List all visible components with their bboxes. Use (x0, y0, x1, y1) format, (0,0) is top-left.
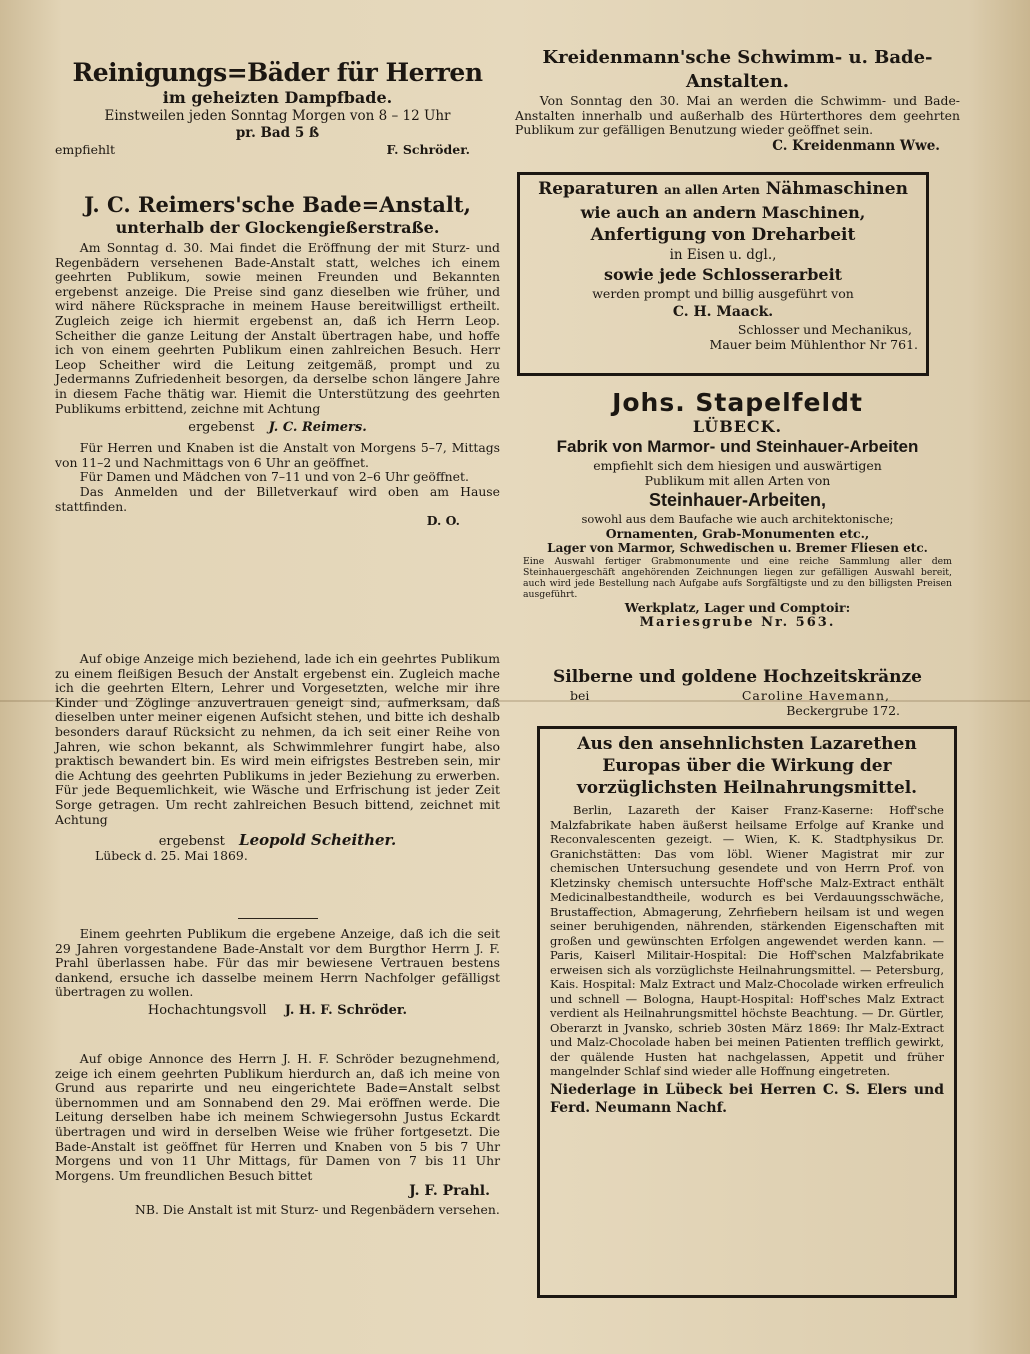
stapelfeldt-l9: Mariesgrube Nr. 563. (639, 615, 836, 630)
scheither-date: Lübeck d. 25. Mai 1869. (95, 848, 248, 864)
divider (238, 918, 318, 919)
maack-iron: in Eisen u. dgl., (669, 247, 777, 263)
stapelfeldt-l5: Ornamenten, Grab-Monumenten etc., (605, 526, 870, 541)
baths-signer: F. Schröder. (386, 142, 470, 157)
stapelfeldt-l3: Steinhauer-Arbeiten, (648, 490, 827, 510)
maack-repairs: Reparaturen (538, 179, 659, 199)
maack-sewing-machines: Nähmaschinen (765, 179, 908, 199)
stapelfeldt-name: Johs. Stapelfeldt (612, 388, 863, 417)
baths-subtitle: im geheizten Dampfbade. (162, 88, 393, 107)
maack-other-machines: wie auch an andern Maschinen, (580, 203, 866, 222)
kraenze-name: Caroline Havemann, (741, 688, 890, 703)
prahl-note: NB. Die Anstalt ist mit Sturz- und Regenbädern versehen. (135, 1202, 500, 1218)
reimers-tickets: Das Anmelden und der Billetverkauf wird oben am Hause stattfinden. (55, 483, 500, 514)
stapelfeldt-heading: Fabrik von Marmor- und Steinhauer-Arbeiten (556, 437, 919, 456)
stapelfeldt-l1: empfiehlt sich dem hiesigen und auswärtigen (593, 458, 882, 473)
hoff-body: Berlin, Lazareth der Kaiser Franz-Kaserne: Hoff'sche Malzfabrikate haben äußerst heilsame Erfolge auf Kranke und Reconvalescenten gezeigt. — Wien, K. K. Stadtphysikus Dr. Granichstätten: Das vom löbl. Wiener Magistrat mir zur chemischen Untersuchung gesendete und von Herrn Prof. von Kletzinsky chemisch untersuchte Hoff'sche Malz-Extract enthält Medicinalbestandtheile, wodurch es bei Verdauungsschwäche, Brustaffection, Abmagerung, Zehrfiebern heilsam ist und wegen seiner beruhigenden, nährenden, stärkenden Eigenschaften mit großen und gewünschten Erfolgen angewendet werden kann. — Paris, Kaiserl Militair-Hospital: Die Hoff'schen Malzfabrikate erweisen sich als vorzüglichste Heilnahrungsmittel. — Petersburg, Kais. Hospital: Malz Extract und Malz-Chocolade wirken erfreulich und schnell — Bologna, Haupt-Hospital: Hoff'sches Malz Extract verdient als Heilnahrungsmittel höchste Beachtung. — Dr. Gürtler, Oberarzt in Jvansko, schrieb 30sten März 1869: Ihr Malz-Extract und Malz-Chocolade haben bei meinen Patienten trefflich gewirkt, der quälende Husten hat nachgelassen, Appetit und früher mangelnder Schlaf sind wieder alle Hoffnung eingetreten. (550, 803, 944, 1078)
kraenze-address: Beckergrube 172. (786, 703, 900, 718)
maack-turnery: Anfertigung von Dreharbeit (590, 225, 856, 245)
reimers-subtitle: unterhalb der Glockengießerstraße. (115, 218, 440, 237)
baths-title: Reinigungs=Bäder für Herren (72, 58, 483, 87)
ad-maack (517, 172, 929, 376)
baths-price: pr. Bad 5 ß (235, 125, 320, 141)
reimers-signer: J. C. Reimers. (268, 420, 367, 436)
scheither-signer: Leopold Scheither. (239, 831, 397, 850)
kraenze-title: Silberne und goldene Hochzeitskränze (553, 667, 922, 687)
ad-reimers (55, 192, 500, 529)
ad-baths (55, 58, 500, 157)
stapelfeldt-l2: Publikum mit allen Arten von (644, 473, 831, 488)
ad-hoff (537, 726, 957, 1298)
ad-prahl (55, 1052, 500, 1218)
kreidenmann-signer: C. Kreidenmann Wwe. (772, 137, 940, 154)
maack-all-kinds: an allen Arten (664, 183, 760, 197)
reimers-hours-women: Für Damen und Mädchen von 7–11 und von 2–6 Uhr geöffnet. (79, 469, 469, 485)
stapelfeldt-l4: sowohl aus dem Baufache wie auch architektonische; (581, 512, 894, 526)
maack-address: Mauer beim Mühlenthor Nr 761. (709, 337, 918, 352)
ad-kraenze (515, 666, 960, 718)
maack-name: C. H. Maack. (672, 304, 774, 320)
maack-prompt: werden prompt und billig ausgeführt von (592, 286, 854, 301)
stapelfeldt-city: LÜBECK. (692, 417, 783, 436)
hoff-title: Aus den ansehnlichsten Lazarethen Europas über die Wirkung der vorzüglichsten Heilnahrungsmittel. (576, 734, 918, 798)
baths-recommends: empfiehlt (55, 142, 116, 157)
reimers-initials: D. O. (426, 513, 460, 529)
prahl-body: Auf obige Annonce des Herrn J. H. F. Schröder bezugnehmend, zeige ich einem geehrten Publikum hierdurch an, daß ich meine von Grund aus reparirte und neu eingerichtete Bade=Anstalt selbst übernommen und am Sonnabend den 29. Mai eröffnen werde. Die Leitung derselben habe ich meinem Schwiegersohn Justus Eckardt übertragen und wird in derselben Weise wie früher fortgesetzt. Die Bade-Anstalt ist geöffnet für Herren und Knaben von 5 bis 7 Uhr Morgens und von 11 Uhr Mittags, für Damen von 7 bis 11 Uhr Morgens. Um freundlichen Besuch bittet (55, 1051, 500, 1183)
ad-stapelfeldt (515, 388, 960, 631)
ad-scheither (55, 652, 500, 864)
reimers-title: J. C. Reimers'sche Bade=Anstalt, (84, 192, 471, 217)
stapelfeldt-l6: Lager von Marmor, Schwedischen u. Bremer Fliesen etc. (547, 541, 928, 555)
schroeder-signer: J. H. F. Schröder. (284, 1002, 408, 1018)
stapelfeldt-l8: Werkplatz, Lager und Comptoir: (624, 600, 851, 615)
kreidenmann-title: Kreidenmann'sche Schwimm- u. Bade-Anstalten. (542, 47, 933, 92)
scheither-body: Auf obige Anzeige mich beziehend, lade ich ein geehrtes Publikum zu einem fleißigen Besuch der Anstalt ergebenst ein. Zugleich mache ich die geehrten Eltern, Lehrer und Vorgesetzten, welche mir ihre Kinder und Zöglinge anzuvertrauen geneigt sind, aufmerksam, daß dieselben unter meiner eigenen Aufsicht stehen, und bitte ich deshalb besonders darauf Rücksicht zu nehmen, da ich seit einer Reihe von Jahren, wie schon bekannt, als Schwimmlehrer fungirt habe, also praktisch bewandert bin. Es wird mein eifrigstes Bestreben sein, mir die Achtung des geehrten Publikums in jeder Beziehung zu erwerben. Für jede Bequemlichkeit, wie Wäsche und Erfrischung ist jeder Zeit Sorge getragen. Um recht zahlreichen Besuch bittend, zeichnet mit Achtung (55, 651, 500, 827)
schroeder-sign-prefix: Hochachtungsvoll (147, 1002, 267, 1018)
prahl-signer: J. F. Prahl. (409, 1183, 490, 1200)
reimers-hours-men: Für Herren und Knaben ist die Anstalt von Morgens 5–7, Mittags von 11–2 und Nachmittags von 6 Uhr an geöffnet. (55, 440, 500, 470)
maack-locksmith: sowie jede Schlosserarbeit (603, 265, 843, 284)
maack-role: Schlosser und Mechanikus, (737, 322, 912, 337)
ad-schroeder (55, 918, 500, 1018)
kreidenmann-body: Von Sonntag den 30. Mai an werden die Schwimm- und Bade-Anstalten innerhalb und außerhalb des Hürterthores dem geehrten Publikum zur gefälligen Benutzung wieder geöffnet sein. (515, 93, 960, 138)
reimers-sign-prefix: ergebenst (188, 420, 255, 436)
baths-hours: Einstweilen jeden Sonntag Morgen von 8 – 12 Uhr (104, 108, 451, 124)
schroeder-body: Einem geehrten Publikum die ergebene Anzeige, daß ich die seit 29 Jahren vorgestandene Bade-Anstalt vor dem Burgthor Herrn J. F. Prahl überlassen habe. Für das mir bewiesene Vertrauen bestens dankend, ersuche ich dasselbe meinem Herrn Nachfolger gefälligst übertragen zu wollen. (55, 926, 500, 1000)
scheither-sign-prefix: ergebenst (158, 834, 225, 850)
reimers-body: Am Sonntag d. 30. Mai findet die Eröffnung der mit Sturz- und Regenbädern versehenen Bade-Anstalt statt, welches ich einem geehrten Publikum, sowie meinen Freunden und Bekannten ergebenst anzeige. Die Preise sind ganz dieselben wie früher, und wird nähere Rücksprache in meinem Hause bereitwilligst ertheilt. Zugleich zeige ich hiermit ergebenst an, daß ich Herrn Leop. Scheither die ganze Leitung der Anstalt übertragen habe, und hoffe ich von einem geehrten Publikum einen zahlreichen Besuch. Herr Leop Scheither wird die Leitung zeitgemäß, prompt und zu Jedermanns Zufriedenheit besorgen, da derselbe schon längere Jahre in diesem Fache thätig war. Hiemit die Unterstützung des geehrten Publikums erbittend, zeichne mit Achtung (55, 240, 500, 416)
ad-kreidenmann (515, 46, 960, 154)
kraenze-bei: bei (570, 688, 590, 703)
hoff-footer: Niederlage in Lübeck bei Herren C. S. Elers und Ferd. Neumann Nachf. (550, 1081, 944, 1116)
stapelfeldt-l7: Eine Auswahl fertiger Grabmonumente und eine reiche Sammlung aller dem Steinhauergeschäft angehörenden Zeichnungen liegen zur gefälligen Auswahl bereit, auch wird jede Bestellung nach Aufgabe aufs Sorgfältigste und zu den billigsten Preisen ausgeführt. (523, 556, 952, 600)
